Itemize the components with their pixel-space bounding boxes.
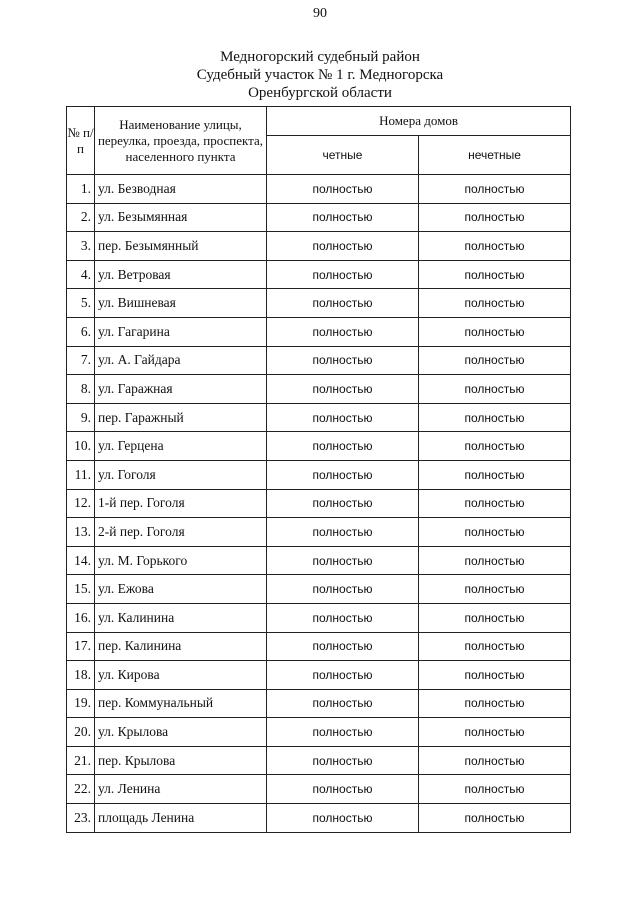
odd-numbers: полностью: [419, 518, 571, 547]
street-name: ул. Крылова: [95, 718, 267, 747]
street-name: пер. Безымянный: [95, 232, 267, 261]
row-number: 5.: [67, 289, 95, 318]
odd-numbers: полностью: [419, 804, 571, 833]
odd-numbers: полностью: [419, 746, 571, 775]
even-numbers: полностью: [267, 775, 419, 804]
even-numbers: полностью: [267, 746, 419, 775]
odd-numbers: полностью: [419, 603, 571, 632]
row-number: 21.: [67, 746, 95, 775]
even-numbers: полностью: [267, 260, 419, 289]
even-numbers: полностью: [267, 375, 419, 404]
street-name: ул. Ветровая: [95, 260, 267, 289]
odd-numbers: полностью: [419, 661, 571, 690]
street-name: ул. А. Гайдара: [95, 346, 267, 375]
header-house-numbers: Номера домов: [267, 107, 571, 136]
row-number: 8.: [67, 375, 95, 404]
row-number: 4.: [67, 260, 95, 289]
row-number: 7.: [67, 346, 95, 375]
streets-table: [66, 106, 571, 833]
even-numbers: полностью: [267, 346, 419, 375]
row-number: 13.: [67, 518, 95, 547]
table-row: [67, 232, 571, 261]
table-row: [67, 518, 571, 547]
table-row: [67, 775, 571, 804]
row-number: 18.: [67, 661, 95, 690]
table-row: [67, 689, 571, 718]
row-number: 10.: [67, 432, 95, 461]
odd-numbers: полностью: [419, 460, 571, 489]
even-numbers: полностью: [267, 718, 419, 747]
street-name: ул. Безымянная: [95, 203, 267, 232]
row-number: 12.: [67, 489, 95, 518]
table-row: [67, 632, 571, 661]
header-even: четные: [267, 136, 419, 175]
row-number: 14.: [67, 546, 95, 575]
street-name: ул. Гоголя: [95, 460, 267, 489]
odd-numbers: полностью: [419, 489, 571, 518]
even-numbers: полностью: [267, 518, 419, 547]
row-number: 16.: [67, 603, 95, 632]
row-number: 2.: [67, 203, 95, 232]
street-name: ул. Вишневая: [95, 289, 267, 318]
odd-numbers: полностью: [419, 689, 571, 718]
even-numbers: полностью: [267, 632, 419, 661]
even-numbers: полностью: [267, 317, 419, 346]
street-name: ул. Кирова: [95, 661, 267, 690]
odd-numbers: полностью: [419, 632, 571, 661]
table-row: [67, 718, 571, 747]
row-number: 22.: [67, 775, 95, 804]
heading-region: Оренбургской области: [248, 85, 392, 101]
row-number: 6.: [67, 317, 95, 346]
street-name: пер. Коммунальный: [95, 689, 267, 718]
street-name: пер. Крылова: [95, 746, 267, 775]
odd-numbers: полностью: [419, 289, 571, 318]
even-numbers: полностью: [267, 689, 419, 718]
even-numbers: полностью: [267, 460, 419, 489]
odd-numbers: полностью: [419, 317, 571, 346]
table-row: [67, 289, 571, 318]
document-heading: [0, 48, 640, 102]
street-name: площадь Ленина: [95, 804, 267, 833]
street-name: ул. М. Горького: [95, 546, 267, 575]
row-number: 15.: [67, 575, 95, 604]
even-numbers: полностью: [267, 575, 419, 604]
odd-numbers: полностью: [419, 346, 571, 375]
odd-numbers: полностью: [419, 232, 571, 261]
even-numbers: полностью: [267, 804, 419, 833]
even-numbers: полностью: [267, 603, 419, 632]
table-row: [67, 203, 571, 232]
odd-numbers: полностью: [419, 175, 571, 204]
street-name: ул. Ежова: [95, 575, 267, 604]
page-number: 90: [313, 6, 327, 21]
header-odd: нечетные: [419, 136, 571, 175]
header-number: № п/п: [67, 107, 95, 175]
heading-court-section: Судебный участок № 1 г. Медногорска: [196, 67, 444, 83]
table-row: [67, 317, 571, 346]
row-number: 9.: [67, 403, 95, 432]
table-row: [67, 346, 571, 375]
table-row: [67, 575, 571, 604]
odd-numbers: полностью: [419, 203, 571, 232]
even-numbers: полностью: [267, 489, 419, 518]
even-numbers: полностью: [267, 661, 419, 690]
row-number: 23.: [67, 804, 95, 833]
street-name: пер. Калинина: [95, 632, 267, 661]
heading-district: Медногорский судебный район: [220, 49, 420, 65]
even-numbers: полностью: [267, 546, 419, 575]
row-number: 20.: [67, 718, 95, 747]
street-name: 1-й пер. Гоголя: [95, 489, 267, 518]
even-numbers: полностью: [267, 403, 419, 432]
street-name: пер. Гаражный: [95, 403, 267, 432]
odd-numbers: полностью: [419, 403, 571, 432]
odd-numbers: полностью: [419, 775, 571, 804]
table-row: [67, 489, 571, 518]
table-row: [67, 603, 571, 632]
odd-numbers: полностью: [419, 546, 571, 575]
odd-numbers: полностью: [419, 375, 571, 404]
street-name: ул. Гаражная: [95, 375, 267, 404]
street-name: ул. Калинина: [95, 603, 267, 632]
table-row: [67, 746, 571, 775]
header-street-name: Наименование улицы, переулка, проезда, проспекта, населенного пункта: [95, 107, 267, 175]
even-numbers: полностью: [267, 203, 419, 232]
street-name: ул. Ленина: [95, 775, 267, 804]
odd-numbers: полностью: [419, 260, 571, 289]
even-numbers: полностью: [267, 289, 419, 318]
row-number: 1.: [67, 175, 95, 204]
street-name: ул. Гагарина: [95, 317, 267, 346]
table-row: [67, 175, 571, 204]
street-name: ул. Герцена: [95, 432, 267, 461]
even-numbers: полностью: [267, 232, 419, 261]
row-number: 19.: [67, 689, 95, 718]
odd-numbers: полностью: [419, 575, 571, 604]
table-row: [67, 260, 571, 289]
table-row: [67, 661, 571, 690]
row-number: 11.: [67, 460, 95, 489]
even-numbers: полностью: [267, 175, 419, 204]
table-header: [67, 107, 571, 175]
table-row: [67, 375, 571, 404]
table-row: [67, 432, 571, 461]
odd-numbers: полностью: [419, 718, 571, 747]
table-row: [67, 403, 571, 432]
table-row: [67, 546, 571, 575]
even-numbers: полностью: [267, 432, 419, 461]
row-number: 17.: [67, 632, 95, 661]
row-number: 3.: [67, 232, 95, 261]
table-body: [67, 175, 571, 833]
table-row: [67, 804, 571, 833]
street-name: ул. Безводная: [95, 175, 267, 204]
table-row: [67, 460, 571, 489]
street-name: 2-й пер. Гоголя: [95, 518, 267, 547]
odd-numbers: полностью: [419, 432, 571, 461]
